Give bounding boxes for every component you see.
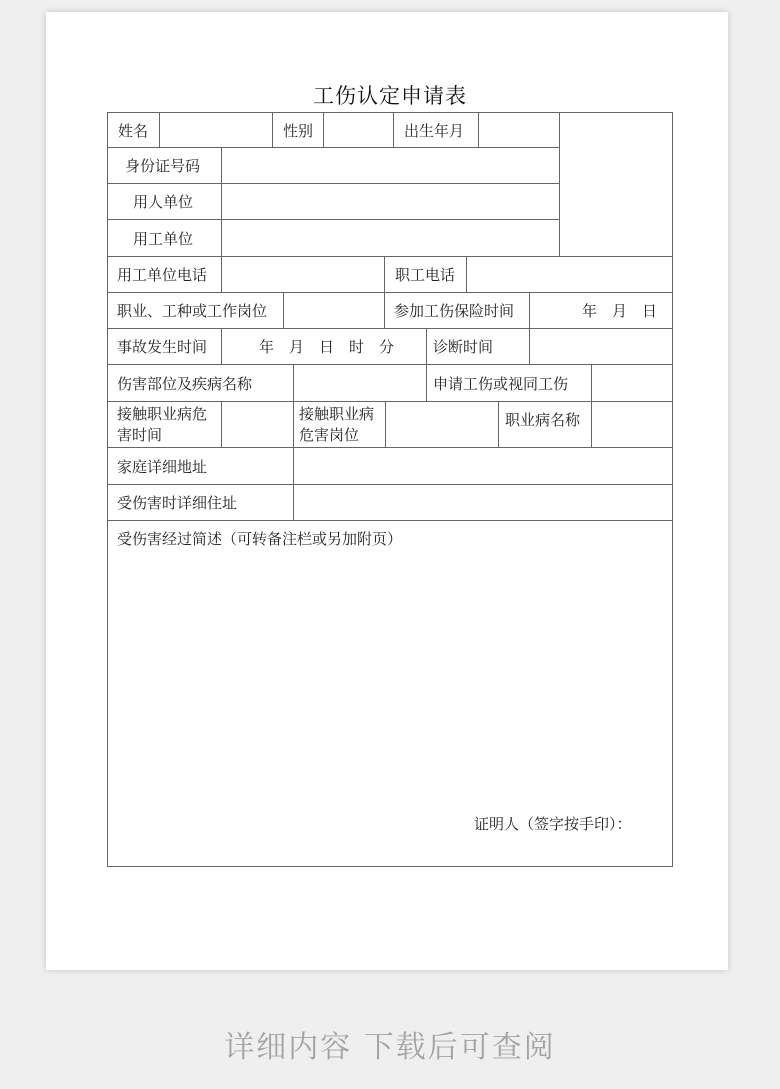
label-occupation: 职业、工种或工作岗位 — [117, 302, 268, 320]
form-line — [393, 112, 394, 148]
form-title: 工伤认定申请表 — [313, 84, 467, 108]
form-line — [559, 112, 560, 257]
label-disease-name: 职业病名称 — [505, 411, 581, 429]
form-line — [107, 520, 673, 521]
form-line — [591, 364, 592, 401]
label-birth: 出生年月 — [404, 121, 465, 140]
label-worker-phone: 职工电话 — [395, 266, 456, 284]
form-line — [159, 112, 160, 148]
label-exposure-time: 接触职业病危害时间 — [117, 405, 208, 444]
insurance-date-placeholder: 年 月 日 — [582, 302, 658, 320]
label-apply-type: 申请工伤或视同工伤 — [433, 374, 569, 393]
form-line — [283, 292, 284, 329]
form-line — [426, 328, 427, 365]
form-line — [293, 401, 294, 448]
form-line — [293, 447, 294, 521]
label-insurance-time: 参加工伤保险时间 — [394, 302, 515, 320]
label-diagnosis-time: 诊断时间 — [433, 338, 494, 356]
form-line — [272, 112, 273, 148]
label-description: 受伤害经过简述（可转备注栏或另加附页） — [117, 529, 403, 548]
label-injury-part: 伤害部位及疾病名称 — [117, 374, 253, 393]
accident-time-placeholder: 年 月 日 时 分 — [259, 338, 395, 356]
download-hint: 详细内容 下载后可查阅 — [224, 1030, 556, 1065]
form-line — [107, 112, 108, 867]
form-line — [591, 401, 592, 448]
label-name: 姓名 — [118, 121, 149, 140]
form-line — [478, 112, 479, 148]
form-line — [498, 401, 499, 448]
form-line — [293, 364, 294, 401]
label-work-unit: 用工单位 — [133, 229, 194, 248]
label-home-address: 家庭详细地址 — [117, 457, 208, 476]
label-witness: 证明人（签字按手印）： — [474, 814, 632, 833]
form-line — [466, 256, 467, 293]
label-accident-time: 事故发生时间 — [117, 338, 208, 356]
form-line — [221, 401, 222, 448]
form-line — [323, 112, 324, 148]
form-line — [529, 328, 530, 365]
form-line — [529, 292, 530, 329]
label-exposure-post: 接触职业病危害岗位 — [299, 405, 375, 444]
form-line — [221, 147, 222, 293]
form-line — [426, 364, 427, 401]
form-line — [107, 866, 673, 867]
form-line — [107, 401, 673, 402]
form-line — [221, 328, 222, 365]
form-line — [384, 256, 385, 329]
form-line — [107, 112, 673, 113]
label-injury-address: 受伤害时详细住址 — [117, 494, 238, 512]
label-id-number: 身份证号码 — [125, 157, 201, 175]
label-employer: 用人单位 — [133, 193, 194, 211]
label-gender: 性别 — [283, 121, 314, 140]
label-work-unit-phone: 用工单位电话 — [117, 266, 208, 284]
form-line — [672, 112, 673, 867]
form-line — [385, 401, 386, 448]
